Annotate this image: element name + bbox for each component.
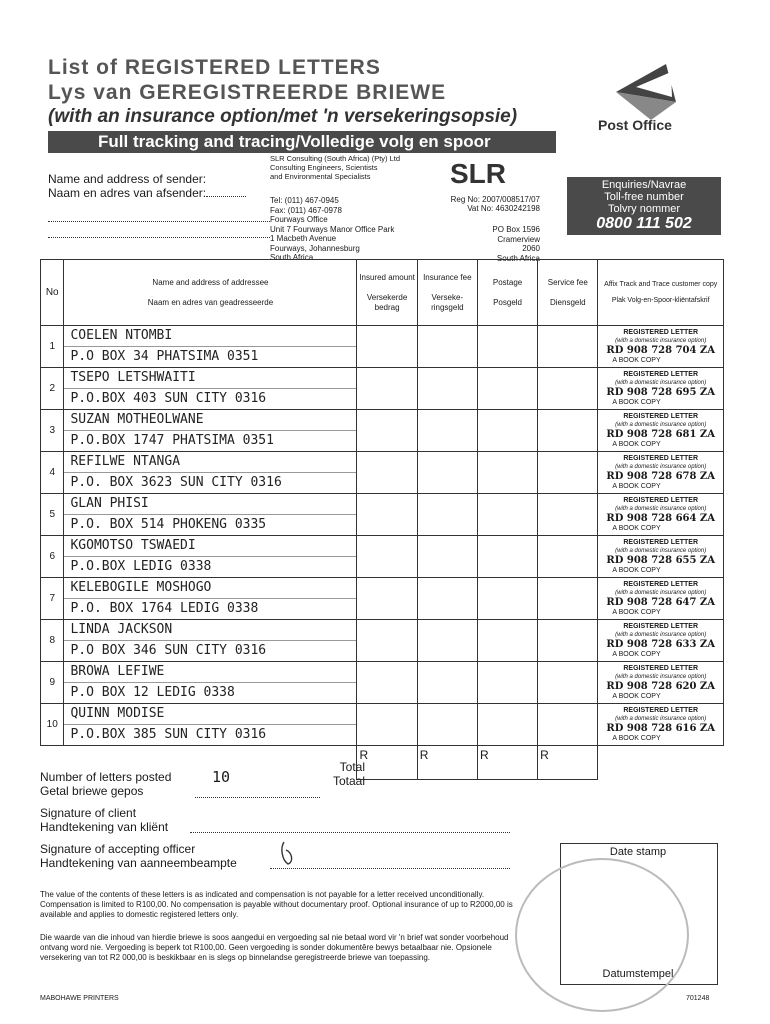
col-postage: Postage Posgeld (477, 260, 537, 326)
row-number: 4 (41, 452, 64, 494)
sticker-option: (with a domestic insurance option) (615, 421, 707, 428)
service-cell (538, 494, 598, 536)
service-cell (538, 452, 598, 494)
col-service: Service fee Diensgeld (538, 260, 598, 326)
addressee-name: LINDA JACKSON (64, 620, 356, 641)
sticker-copy: A BOOK COPY (612, 440, 661, 448)
tracking-sticker (598, 452, 724, 494)
title-en: List of REGISTERED LETTERS (48, 56, 381, 79)
sticker-title: REGISTERED LETTER (623, 664, 699, 672)
addressee-address: P.O BOX 34 PHATSIMA 0351 (70, 349, 259, 364)
col-name: Name and address of addressee Naam en adres van geadresseerde (64, 260, 357, 326)
sticker-option: (with a domestic insurance option) (615, 673, 707, 680)
sticker-title: REGISTERED LETTER (623, 412, 699, 420)
col-affix: Affix Track and Trace customer copy Plak Volg-en-Spoor-kliëntafskrif (598, 260, 724, 326)
col-no: No (41, 260, 64, 326)
addressee-address: P.O. BOX 3623 SUN CITY 0316 (70, 475, 282, 490)
tracking-number: RD 908 728 616 ZA (606, 722, 715, 734)
fee-cell (417, 536, 477, 578)
table-row (41, 452, 724, 494)
postage-cell (477, 368, 537, 410)
addressee-name: BROWA LEFIWE (64, 662, 356, 683)
tracking-number: RD 908 728 664 ZA (606, 512, 715, 524)
officer-signature-mark (278, 838, 298, 868)
table-row (41, 662, 724, 704)
table-row (41, 326, 724, 368)
service-cell (538, 704, 598, 746)
insured-cell (357, 620, 417, 662)
row-number: 5 (41, 494, 64, 536)
tracking-number: RD 908 728 620 ZA (606, 680, 715, 692)
insured-cell (357, 410, 417, 452)
addressee (64, 368, 357, 410)
postage-cell (477, 326, 537, 368)
service-cell (538, 662, 598, 704)
sender-company: SLR Consulting (South Africa) (Pty) Ltd Consulting Engineers, Scientists and Environmental Specialists (270, 154, 401, 181)
total-service: R (538, 746, 598, 780)
enquiries-box: Enquiries/Navrae Toll-free number Tolvry nommer 0800 111 502 (567, 177, 721, 235)
insured-cell (357, 662, 417, 704)
total-label: Total Totaal (333, 760, 366, 788)
sticker-copy: A BOOK COPY (612, 608, 661, 616)
table-row (41, 410, 724, 452)
date-stamp-impression (515, 858, 689, 1012)
fee-cell (417, 704, 477, 746)
addressee-address: P.O.BOX 403 SUN CITY 0316 (70, 391, 267, 406)
addressee-address: P.O. BOX 514 PHOKENG 0335 (70, 517, 267, 532)
tracking-number: RD 908 728 655 ZA (606, 554, 715, 566)
sticker-option: (with a domestic insurance option) (615, 337, 707, 344)
addressee-address: P.O.BOX 1747 PHATSIMA 0351 (70, 433, 274, 448)
row-number: 10 (41, 704, 64, 746)
table-row (41, 704, 724, 746)
table-row (41, 494, 724, 536)
row-number: 7 (41, 578, 64, 620)
sticker-copy: A BOOK COPY (612, 734, 661, 742)
printer-name: MABOHAWE PRINTERS (40, 995, 119, 1002)
tracking-sticker (598, 662, 724, 704)
tracking-number: RD 908 728 647 ZA (606, 596, 715, 608)
sticker-copy: A BOOK COPY (612, 692, 661, 700)
sticker-title: REGISTERED LETTER (623, 580, 699, 588)
fee-cell (417, 368, 477, 410)
addressee (64, 326, 357, 368)
sticker-copy: A BOOK COPY (612, 356, 661, 364)
fee-cell (417, 662, 477, 704)
sticker-option: (with a domestic insurance option) (615, 547, 707, 554)
service-cell (538, 410, 598, 452)
postage-cell (477, 704, 537, 746)
insured-cell (357, 704, 417, 746)
col-insured: Insured amount Versekerde bedrag (357, 260, 417, 326)
addressee-name: KELEBOGILE MOSHOGO (64, 578, 356, 599)
tracking-number: RD 908 728 704 ZA (606, 344, 715, 356)
addressee-name: COELEN NTOMBI (64, 326, 356, 347)
sticker-option: (with a domestic insurance option) (615, 715, 707, 722)
sender-label: Name and address of sender: Naam en adres van afsender: (48, 172, 246, 200)
tracking-sticker (598, 536, 724, 578)
postage-cell (477, 410, 537, 452)
client-signature-label: Signature of client Handtekening van kliënt (40, 806, 169, 834)
sender-contact: Tel: (011) 467-0945 Fax: (011) 467-0978 Fourways Office Unit 7 Fourways Manor Office Park 1 Macbeth Avenue Fourways, Johannesburg South Africa (270, 196, 395, 262)
date-stamp-label: Date stamp (609, 846, 667, 858)
row-number: 3 (41, 410, 64, 452)
sticker-title: REGISTERED LETTER (623, 370, 699, 378)
row-number: 8 (41, 620, 64, 662)
registered-letters-table (40, 259, 724, 780)
addressee-address: P.O.BOX LEDIG 0338 (70, 559, 212, 574)
addressee-name: TSEPO LETSHWAITI (64, 368, 356, 389)
tracking-number: RD 908 728 681 ZA (606, 428, 715, 440)
fine-print-af: Die waarde van die inhoud van hierdie briewe is soos aangedui en vergoeding sal nie betaal word vir 'n brief wat sonder voorbehoud ontvang word nie. Vergoeding is beperk tot R100,00. Geen vergoeding is sonder dokumentêre bewys betaalbaar nie. Opsionele versekering van tot R2 000,00 is beskikbaar en is slegs op binnelandse geregistreerde briewe van toepassing. (40, 933, 509, 962)
table-row (41, 368, 724, 410)
addressee (64, 704, 357, 746)
row-number: 1 (41, 326, 64, 368)
service-cell (538, 620, 598, 662)
tracking-banner: Full tracking and tracing/Volledige volg en spoor (48, 131, 556, 153)
fee-cell (417, 452, 477, 494)
sticker-option: (with a domestic insurance option) (615, 589, 707, 596)
table-row (41, 620, 724, 662)
addressee-address: P.O.BOX 385 SUN CITY 0316 (70, 727, 267, 742)
postage-cell (477, 620, 537, 662)
sticker-copy: A BOOK COPY (612, 650, 661, 658)
letters-count-label: Number of letters posted Getal briewe gepos (40, 770, 172, 798)
service-cell (538, 326, 598, 368)
table-row (41, 536, 724, 578)
addressee-name: GLAN PHISI (64, 494, 356, 515)
sticker-title: REGISTERED LETTER (623, 328, 699, 336)
postage-cell (477, 662, 537, 704)
insured-cell (357, 536, 417, 578)
fee-cell (417, 326, 477, 368)
sticker-title: REGISTERED LETTER (623, 538, 699, 546)
sticker-title: REGISTERED LETTER (623, 622, 699, 630)
sender-po-box: PO Box 1596 Cramerview 2060 South Africa (492, 225, 540, 263)
postage-cell (477, 578, 537, 620)
addressee (64, 536, 357, 578)
tracking-sticker (598, 704, 724, 746)
sticker-copy: A BOOK COPY (612, 398, 661, 406)
addressee (64, 620, 357, 662)
row-number: 9 (41, 662, 64, 704)
addressee (64, 410, 357, 452)
sticker-option: (with a domestic insurance option) (615, 463, 707, 470)
col-fee: Insurance fee Verseke-ringsgeld (417, 260, 477, 326)
row-number: 2 (41, 368, 64, 410)
tracking-number: RD 908 728 633 ZA (606, 638, 715, 650)
sticker-title: REGISTERED LETTER (623, 454, 699, 462)
title-af: Lys van GEREGISTREERDE BRIEWE (48, 81, 447, 104)
total-postage: R (477, 746, 537, 780)
sticker-copy: A BOOK COPY (612, 566, 661, 574)
officer-signature-label: Signature of accepting officer Handtekening van aanneembeampte (40, 842, 237, 870)
slr-logo: SLR (450, 158, 506, 189)
fine-print-en: The value of the contents of these letters is as indicated and compensation is not payable for a letter received unconditionally. Compensation is limited to R100,00. No compensation is payable without documentary proof. Optional insurance of up to R2000,00 is available and applies to domestic registered letters only. (40, 890, 513, 919)
insured-cell (357, 326, 417, 368)
post-office-logo-icon (606, 62, 686, 122)
insured-cell (357, 452, 417, 494)
sticker-option: (with a domestic insurance option) (615, 505, 707, 512)
sticker-option: (with a domestic insurance option) (615, 379, 707, 386)
fee-cell (417, 494, 477, 536)
sticker-option: (with a domestic insurance option) (615, 631, 707, 638)
table-row (41, 578, 724, 620)
postage-cell (477, 452, 537, 494)
fee-cell (417, 410, 477, 452)
addressee (64, 578, 357, 620)
toll-free-number: 0800 111 502 (596, 215, 692, 232)
addressee-address: P.O BOX 346 SUN CITY 0316 (70, 643, 267, 658)
tracking-number: RD 908 728 695 ZA (606, 386, 715, 398)
addressee (64, 452, 357, 494)
addressee-name: QUINN MODISE (64, 704, 356, 725)
row-number: 6 (41, 536, 64, 578)
service-cell (538, 536, 598, 578)
postage-cell (477, 494, 537, 536)
addressee (64, 494, 357, 536)
service-cell (538, 368, 598, 410)
sticker-copy: A BOOK COPY (612, 482, 661, 490)
sticker-copy: A BOOK COPY (612, 524, 661, 532)
addressee-address: P.O. BOX 1764 LEDIG 0338 (70, 601, 259, 616)
insured-cell (357, 494, 417, 536)
insured-cell (357, 578, 417, 620)
insured-cell (357, 368, 417, 410)
postage-cell (477, 536, 537, 578)
tracking-number: RD 908 728 678 ZA (606, 470, 715, 482)
total-insured: R (357, 746, 417, 780)
addressee-name: REFILWE NTANGA (64, 452, 356, 473)
addressee-address: P.O BOX 12 LEDIG 0338 (70, 685, 235, 700)
total-fee: R (417, 746, 477, 780)
date-stamp-label-af: Datumstempel (602, 968, 674, 980)
sticker-title: REGISTERED LETTER (623, 706, 699, 714)
post-office-name: Post Office (598, 117, 672, 133)
tracking-sticker (598, 368, 724, 410)
tracking-sticker (598, 620, 724, 662)
tracking-sticker (598, 326, 724, 368)
addressee-name: KGOMOTSO TSWAEDI (64, 536, 356, 557)
tracking-sticker (598, 494, 724, 536)
addressee (64, 662, 357, 704)
subtitle: (with an insurance option/met 'n versekeringsopsie) (48, 106, 518, 127)
addressee-name: SUZAN MOTHEOLWANE (64, 410, 356, 431)
form-number: 701248 (686, 995, 710, 1002)
service-cell (538, 578, 598, 620)
fee-cell (417, 620, 477, 662)
tracking-sticker (598, 578, 724, 620)
fee-cell (417, 578, 477, 620)
sender-reg: Reg No: 2007/008517/07 Vat No: 4630242198 (450, 195, 540, 213)
sticker-title: REGISTERED LETTER (623, 496, 699, 504)
tracking-sticker (598, 410, 724, 452)
letters-count-value: 10 (212, 768, 231, 786)
